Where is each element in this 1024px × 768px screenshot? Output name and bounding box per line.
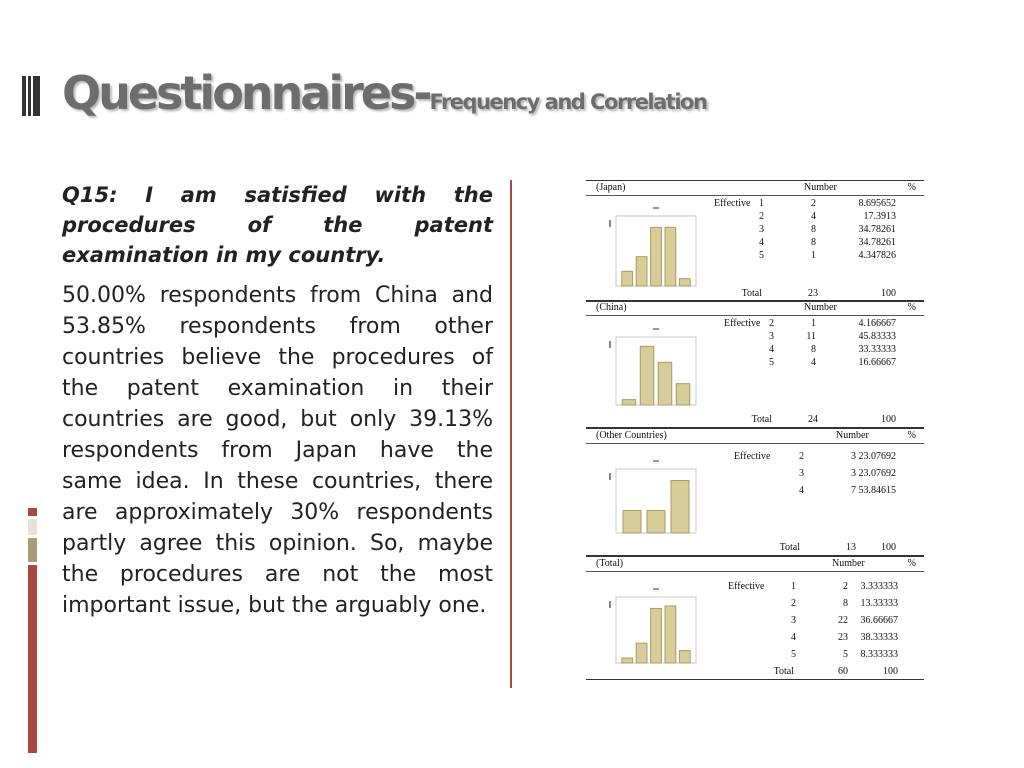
table-cell: 4	[811, 357, 816, 368]
table-cell: 4.347826	[858, 250, 896, 261]
total-number: 24	[808, 414, 818, 425]
total-label: Total	[779, 542, 800, 553]
table-cell: 5	[843, 649, 848, 660]
chart-bar	[679, 651, 690, 663]
chart-bar	[676, 384, 690, 405]
percent-header: %	[907, 430, 916, 441]
chart-bar	[636, 643, 647, 663]
percent-header: %	[907, 558, 916, 569]
table-cell: 3.333333	[860, 581, 898, 592]
effective-label: Effective	[714, 198, 751, 209]
accent-bar-2	[28, 519, 37, 535]
table-cell: 8	[811, 224, 816, 235]
title-subtitle: Frequency and Correlation	[429, 90, 707, 114]
total-label: Total	[773, 666, 794, 677]
column-divider	[510, 180, 512, 688]
freq-panel	[586, 180, 924, 299]
table-cell: 4	[759, 237, 764, 248]
number-header: Number	[804, 302, 837, 313]
percent-header: %	[907, 182, 916, 193]
effective-label: Effective	[728, 581, 765, 592]
y-axis-label-mark	[609, 220, 611, 227]
table-cell: 8	[811, 237, 816, 248]
table-cell: 3	[851, 468, 856, 479]
table-cell: 34.78261	[858, 237, 896, 248]
table-cell: 8.333333	[860, 649, 898, 660]
table-cell: 22	[838, 615, 848, 626]
title-marker-icon	[22, 76, 40, 116]
panel-header	[586, 429, 924, 444]
chart-bar	[623, 511, 641, 534]
accent-bars	[28, 508, 37, 753]
accent-bar-3	[28, 538, 37, 562]
chart-bar	[679, 279, 690, 286]
panel-header	[586, 181, 924, 196]
freq-panel	[586, 300, 924, 427]
table-cell: 33.33333	[858, 344, 896, 355]
chart-bar	[651, 608, 662, 663]
body-text	[62, 180, 493, 631]
chart-bar	[658, 362, 672, 405]
table-cell: 5	[791, 649, 796, 660]
total-row	[586, 415, 924, 428]
chart-bar	[640, 346, 654, 405]
table-cell: 2	[843, 581, 848, 592]
table-cell: 38.33333	[860, 632, 898, 643]
total-label: Total	[751, 414, 772, 425]
table-cell: 1	[811, 318, 816, 329]
table-cell: 1	[759, 198, 764, 209]
y-axis-label-mark	[609, 601, 611, 608]
total-number: 60	[838, 666, 848, 677]
table-cell: 53.84615	[858, 485, 896, 496]
freq-panel	[586, 556, 924, 683]
total-number: 13	[846, 542, 856, 553]
total-percent: 100	[883, 666, 898, 677]
panel-title: (Other Countries)	[596, 430, 667, 441]
chart-bar	[665, 227, 676, 286]
chart-title-mark	[653, 588, 659, 590]
panel-title: (Total)	[596, 558, 624, 569]
accent-bar-4	[28, 565, 37, 753]
analysis-paragraph: 50.00% respondents from China and 53.85% respondents from other countries believe the procedures of the patent examination in their countries are good, but only 39.13% respondents from Japan have the same idea. In these countries, there are approximately 30% respondents partly agree this opinion. So, maybe the procedures are not the most important issue, but the arguably one.	[62, 283, 493, 618]
total-label: Total	[741, 288, 762, 299]
table-cell: 23.07692	[858, 451, 896, 462]
total-percent: 100	[881, 542, 896, 553]
percent-header: %	[907, 302, 916, 313]
table-cell: 3	[851, 451, 856, 462]
table-cell: 4	[791, 632, 796, 643]
table-cell: 16.66667	[858, 357, 896, 368]
chart-bar	[665, 606, 676, 663]
table-cell: 45.83333	[858, 331, 896, 342]
table-cell: 1	[811, 250, 816, 261]
table-cell: 4	[811, 211, 816, 222]
table-cell: 23	[838, 632, 848, 643]
chart-bar	[622, 271, 633, 286]
table-cell: 8	[843, 598, 848, 609]
table-cell: 3	[769, 331, 774, 342]
table-cell: 2	[769, 318, 774, 329]
chart-bar	[651, 227, 662, 286]
table-cell: 4.166667	[858, 318, 896, 329]
chart-title-mark	[653, 328, 659, 330]
table-cell: 23.07692	[858, 468, 896, 479]
chart-title-mark	[653, 460, 659, 462]
table-cell: 4	[799, 485, 804, 496]
table-cell: 5	[759, 250, 764, 261]
panel-title: (Japan)	[596, 182, 626, 193]
total-number: 23	[808, 288, 818, 299]
chart-title-mark	[653, 207, 659, 209]
question-text: Q15: I am satisfied with the procedures of the patent examination in my country.	[62, 183, 493, 267]
number-header: Number	[832, 558, 865, 569]
table-cell: 4	[769, 344, 774, 355]
total-percent: 100	[881, 414, 896, 425]
frequency-tables	[586, 178, 924, 684]
table-cell: 3	[759, 224, 764, 235]
table-cell: 3	[799, 468, 804, 479]
table-cell: 11	[806, 331, 816, 342]
table-cell: 2	[799, 451, 804, 462]
table-cell: 2	[759, 211, 764, 222]
bar-chart	[608, 459, 702, 541]
bar-chart	[608, 587, 702, 671]
table-cell: 8.695652	[858, 198, 896, 209]
number-header: Number	[804, 182, 837, 193]
y-axis-label-mark	[609, 473, 611, 480]
accent-bar-1	[28, 508, 37, 516]
chart-bar	[622, 658, 633, 663]
chart-bar	[647, 511, 665, 534]
chart-bar	[671, 481, 689, 534]
table-cell: 13.33333	[860, 598, 898, 609]
table-cell: 2	[811, 198, 816, 209]
panel-header	[586, 301, 924, 316]
slide-title	[62, 66, 706, 120]
total-percent: 100	[881, 288, 896, 299]
table-cell: 8	[811, 344, 816, 355]
table-cell: 36.66667	[860, 615, 898, 626]
table-cell: 1	[791, 581, 796, 592]
number-header: Number	[836, 430, 869, 441]
table-cell: 2	[791, 598, 796, 609]
effective-label: Effective	[734, 451, 771, 462]
table-cell: 7	[851, 485, 856, 496]
table-cell: 34.78261	[858, 224, 896, 235]
effective-label: Effective	[724, 318, 761, 329]
table-cell: 17.3913	[863, 211, 896, 222]
title-main: Questionnaires-	[62, 66, 430, 120]
table-cell: 3	[791, 615, 796, 626]
total-row	[586, 543, 924, 556]
freq-panel	[586, 428, 924, 555]
panel-title: (China)	[596, 302, 627, 313]
panel-header	[586, 557, 924, 572]
bar-chart	[608, 327, 702, 413]
chart-bar	[636, 257, 647, 286]
bar-chart	[608, 206, 702, 294]
table-cell: 5	[769, 357, 774, 368]
chart-bar	[622, 400, 636, 405]
y-axis-label-mark	[609, 341, 611, 348]
